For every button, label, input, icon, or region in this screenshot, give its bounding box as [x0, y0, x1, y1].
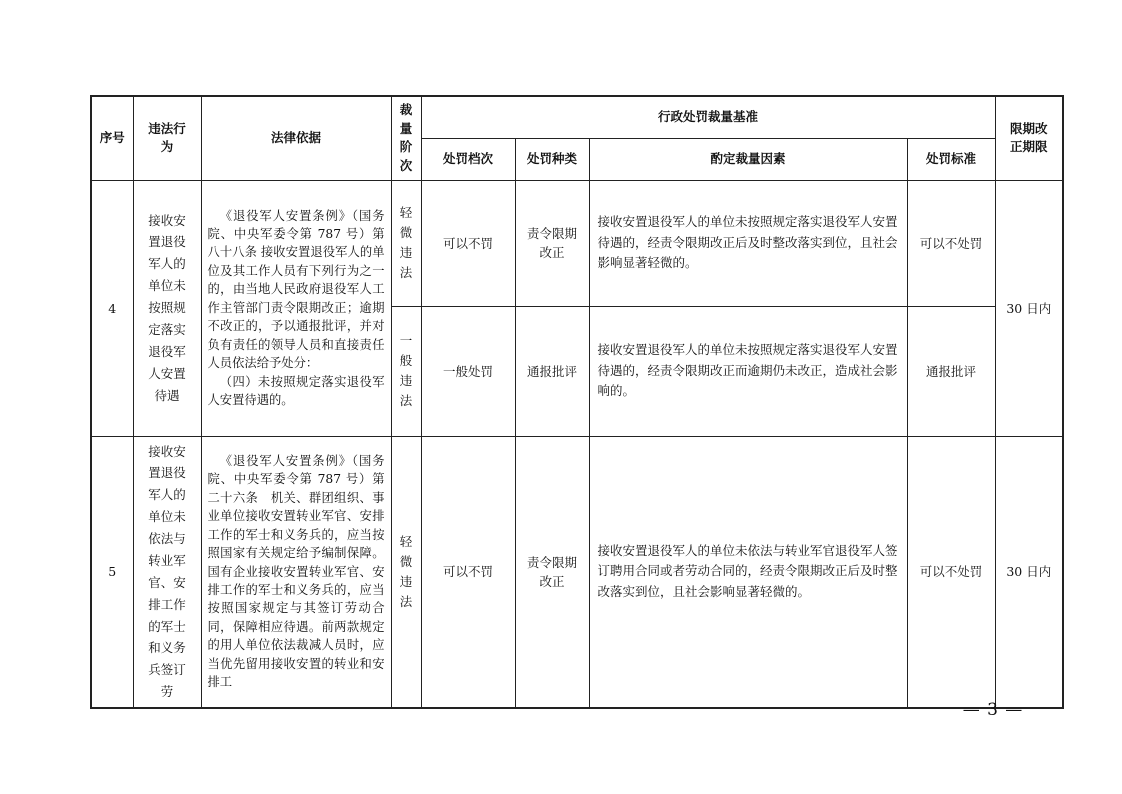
level-char: 微 — [399, 225, 413, 240]
row-level — [391, 180, 421, 306]
row-legal-basis — [201, 180, 391, 436]
row-seq: 4 — [91, 180, 133, 436]
header-factors: 酌定裁量因素 — [589, 138, 907, 180]
row-legal-basis — [201, 436, 391, 708]
level-char: 微 — [399, 553, 413, 569]
row-kind: 通报批评 — [515, 306, 589, 436]
header-deadline-line: 正期限 — [1010, 139, 1048, 155]
row-violation: 接收安置退役军人的单位未依法与转业军官、安排工作的军士和义务兵签订劳 — [133, 436, 201, 708]
header-seq: 序号 — [91, 96, 133, 180]
level-char: 般 — [399, 353, 413, 368]
legal-basis-paragraph: 《退役军人安置条例》（国务院、中央军委令第 787 号）第二十六条 机关、群团组织、事业单位接收安置转业军官、安排工作的军士和义务兵的，应当按照国家有关规定给予编制保障。国有企业接收安置转业军官、安排工作的军士和义务兵的，应当按照国家规定与其签订劳动合同，保障相应待遇。前两款规定的用人单位依法裁减人员时，应当优先留用接收安置的转业和安排工 — [207, 453, 385, 690]
row-standard: 通报批评 — [907, 306, 995, 436]
row-level — [391, 436, 421, 708]
row-violation: 接收安置退役军人的单位未按照规定落实退役军人安置待遇 — [133, 180, 201, 436]
level-char: 轻 — [399, 205, 413, 220]
row-kind: 责令限期改正 — [515, 436, 589, 708]
level-char: 法 — [399, 393, 413, 408]
level-char: 法 — [399, 265, 413, 280]
header-level-char: 阶 — [399, 139, 413, 155]
legal-basis-paragraph: （四）未按照规定落实退役军人安置待遇的。 — [207, 374, 385, 407]
level-char: 法 — [399, 593, 413, 609]
header-level — [391, 96, 421, 180]
row-deadline: 30 日内 — [995, 436, 1063, 708]
page-number: — 3 — — [962, 700, 1024, 720]
header-kind: 处罚种类 — [515, 138, 589, 180]
level-char: 违 — [399, 573, 413, 589]
header-grade: 处罚档次 — [421, 138, 515, 180]
level-char: 违 — [399, 245, 413, 260]
header-standard: 处罚标准 — [907, 138, 995, 180]
header-level-char: 次 — [399, 158, 413, 173]
row-kind: 责令限期改正 — [515, 180, 589, 306]
penalty-benchmark-table — [90, 95, 1064, 709]
row-deadline: 30 日内 — [995, 180, 1063, 436]
row-standard: 可以不处罚 — [907, 180, 995, 306]
header-benchmark: 行政处罚裁量基准 — [421, 96, 995, 138]
legal-basis-paragraph: 《退役军人安置条例》（国务院、中央军委令第 787 号）第八十八条 接收安置退役军人的单位及其工作人员有下列行为之一的，由当地人民政府退役军人工作主管部门责令限期改正；逾期不改正的，予以通报批评，并对负有责任的领导人员和直接责任人员依法给予处分： — [207, 208, 385, 371]
row-standard: 可以不处罚 — [907, 436, 995, 708]
header-violation: 违法行为 — [133, 96, 201, 180]
level-char: 轻 — [399, 533, 413, 549]
header-level-char: 量 — [399, 120, 413, 136]
row-grade: 可以不罚 — [421, 436, 515, 708]
table-row — [91, 180, 1063, 306]
row-factors: 接收安置退役军人的单位未按照规定落实退役军人安置待遇的，经责令限期改正而逾期仍未改正，造成社会影响的。 — [589, 306, 907, 436]
header-legal-basis: 法律依据 — [201, 96, 391, 180]
row-grade: 一般处罚 — [421, 306, 515, 436]
header-deadline — [995, 96, 1063, 180]
row-seq: 5 — [91, 436, 133, 708]
table-row — [91, 436, 1063, 708]
row-grade: 可以不罚 — [421, 180, 515, 306]
level-char: 一 — [399, 333, 413, 348]
row-factors: 接收安置退役军人的单位未依法与转业军官退役军人签订聘用合同或者劳动合同的，经责令限期改正后及时整改落实到位，且社会影响显著轻微的。 — [589, 436, 907, 708]
level-char: 违 — [399, 373, 413, 388]
header-deadline-line: 限期改 — [1010, 120, 1048, 136]
row-factors: 接收安置退役军人的单位未按照规定落实退役军人安置待遇的，经责令限期改正后及时整改落实到位，且社会影响显著轻微的。 — [589, 180, 907, 306]
row-level — [391, 306, 421, 436]
header-level-char: 裁 — [399, 101, 413, 117]
